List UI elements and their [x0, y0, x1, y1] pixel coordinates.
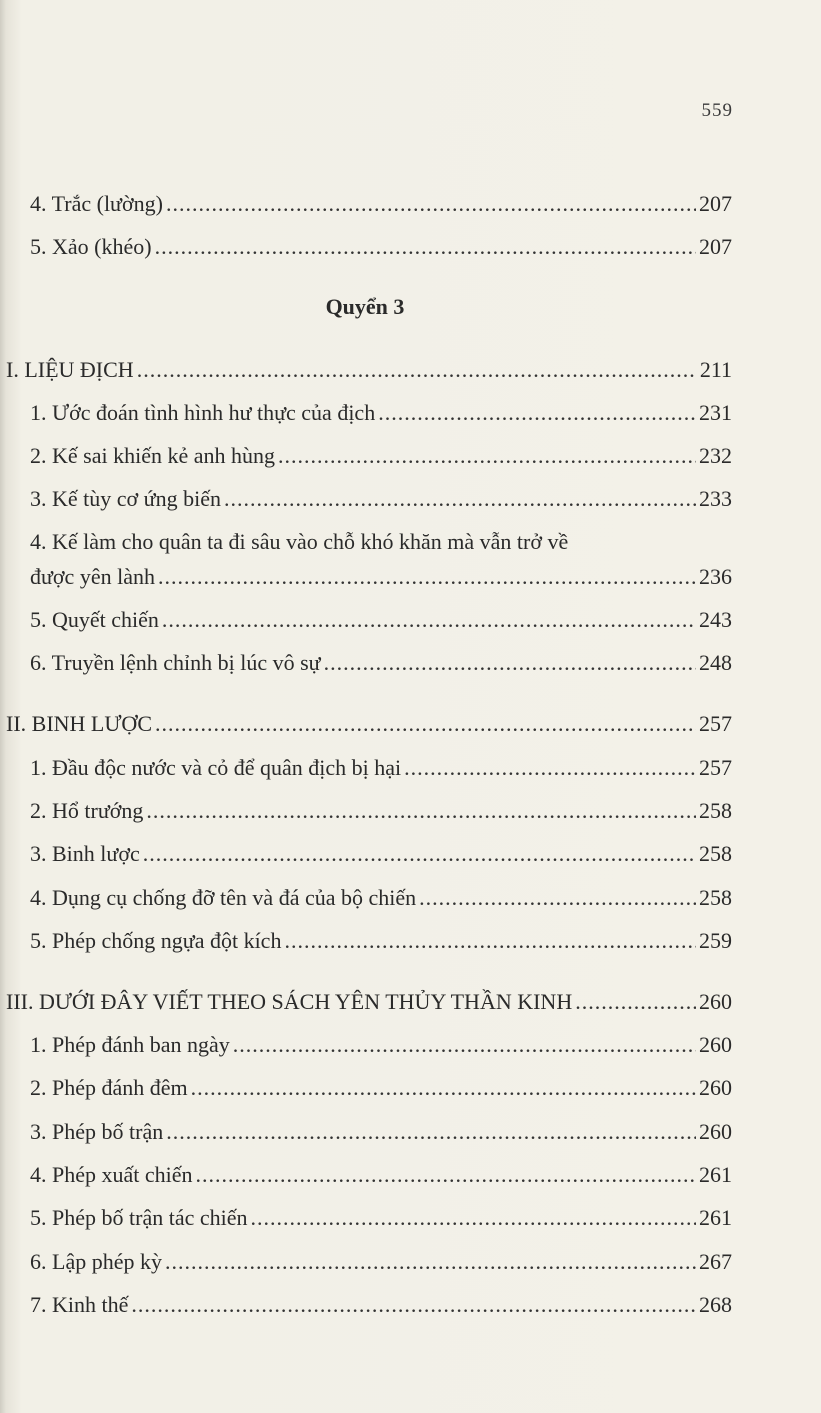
toc-entry-label: 4. Dụng cụ chống đỡ tên và đá của bộ chiến — [30, 885, 417, 910]
toc-entry-label: 3. Kế tùy cơ ứng biến — [30, 486, 221, 511]
leader-dots — [158, 563, 696, 591]
toc-entry — [0, 1074, 732, 1102]
toc-entry-label: 5. Phép chống ngựa đột kích — [30, 928, 282, 953]
toc-entry — [0, 797, 732, 825]
toc-entry-label: 7. Kinh thế — [30, 1292, 129, 1317]
toc-section — [0, 710, 732, 738]
toc-entry-label: 5. Phép bố trận tác chiến — [30, 1205, 248, 1230]
toc-entry — [0, 485, 732, 513]
toc-entry-label: 1. Phép đánh ban ngày — [30, 1032, 230, 1057]
toc-entry-label: 1. Ước đoán tình hình hư thực của địch — [30, 400, 376, 425]
book-heading: Quyển 3 — [325, 294, 405, 319]
toc-entry-page: 260 — [699, 1032, 732, 1057]
toc-entry-label: được yên lành — [30, 564, 155, 589]
leader-dots — [284, 927, 696, 955]
leader-dots — [224, 485, 696, 513]
leader-dots — [165, 1248, 696, 1276]
leader-dots — [278, 442, 696, 470]
toc-entry-page: 257 — [699, 755, 732, 780]
leader-dots — [251, 1204, 697, 1232]
toc-entry — [0, 606, 732, 634]
leader-dots — [162, 606, 696, 634]
toc-entry-page: 267 — [699, 1249, 732, 1274]
toc-entry-label: 2. Phép đánh đêm — [30, 1075, 188, 1100]
toc-entry — [0, 1031, 732, 1059]
toc-entry — [0, 840, 732, 868]
toc-entry-page: 260 — [699, 1075, 732, 1100]
toc-entry-page: 243 — [699, 607, 732, 632]
leader-dots — [233, 1031, 696, 1059]
toc-section-label: II. BINH LƯỢC — [6, 711, 152, 736]
toc-entry-label: 2. Hổ trướng — [30, 798, 144, 823]
leader-dots — [143, 840, 696, 868]
toc-entry-page: 268 — [699, 1292, 732, 1317]
toc-entry-page: 258 — [699, 841, 732, 866]
toc-entry-page: 207 — [699, 234, 732, 259]
toc-entry-page: 236 — [699, 564, 732, 589]
toc-entry-label: 6. Truyền lệnh chỉnh bị lúc vô sự — [30, 650, 321, 675]
page-number: 559 — [701, 100, 733, 121]
leader-dots — [166, 1118, 696, 1146]
leader-dots — [155, 233, 696, 261]
toc-entry-label: 2. Kế sai khiến kẻ anh hùng — [30, 443, 275, 468]
toc-entry — [0, 442, 732, 470]
toc-entry — [0, 927, 732, 955]
leader-dots — [404, 754, 696, 782]
toc-entry-label: 1. Đầu độc nước và cỏ để quân địch bị hại — [30, 755, 402, 780]
toc-entry — [0, 1204, 732, 1232]
toc-entry-label: 3. Phép bố trận — [30, 1119, 164, 1144]
toc-entry-label: 4. Phép xuất chiến — [30, 1162, 193, 1187]
toc-section-label: I. LIỆU ĐỊCH — [6, 357, 134, 382]
toc-entry — [0, 399, 732, 427]
toc-entry — [0, 1161, 732, 1189]
leader-dots — [419, 884, 696, 912]
toc-entry-page: 231 — [699, 400, 732, 425]
toc-entry — [0, 754, 732, 782]
leader-dots — [191, 1074, 696, 1102]
toc-entry-page: 232 — [699, 443, 732, 468]
toc-entry-page: 259 — [699, 928, 732, 953]
toc-entry — [0, 233, 732, 261]
toc-entry-page: 261 — [699, 1162, 732, 1187]
toc-entry — [0, 1291, 732, 1319]
toc-entry-page: 257 — [699, 711, 732, 736]
leader-dots — [196, 1161, 696, 1189]
toc-entry — [0, 884, 732, 912]
toc-entry-label-line1: 4. Kế làm cho quân ta đi sâu vào chỗ khó khăn mà vẫn trở về — [30, 529, 569, 554]
toc-entry-page: 248 — [699, 650, 732, 675]
toc-entry-page: 207 — [699, 191, 732, 216]
toc-entry-page: 258 — [699, 798, 732, 823]
toc-entry-page: 233 — [699, 486, 732, 511]
toc-entry-page: 260 — [699, 989, 732, 1014]
leader-dots — [378, 399, 696, 427]
leader-dots — [575, 988, 696, 1016]
toc-section — [0, 356, 732, 384]
leader-dots — [155, 710, 696, 738]
toc-entry-page: 211 — [699, 357, 732, 382]
toc-entry — [0, 190, 732, 218]
leader-dots — [166, 190, 696, 218]
toc-entry — [0, 649, 732, 677]
leader-dots — [137, 356, 697, 384]
toc-section — [0, 988, 732, 1016]
toc-entry-label: 5. Quyết chiến — [30, 607, 159, 632]
leader-dots — [131, 1291, 696, 1319]
toc-entry-page: 260 — [699, 1119, 732, 1144]
toc-entry-label: 6. Lập phép kỳ — [30, 1249, 162, 1274]
toc-entry-label: 4. Trắc (lường) — [30, 191, 163, 216]
leader-dots — [146, 797, 696, 825]
toc-entry-page: 261 — [699, 1205, 732, 1230]
toc-entry-label: 5. Xảo (khéo) — [30, 234, 152, 259]
leader-dots — [324, 649, 696, 677]
toc-entry — [0, 563, 732, 591]
toc-entry-label: 3. Binh lược — [30, 841, 140, 866]
toc-entry — [0, 1248, 732, 1276]
toc-entry-page: 258 — [699, 885, 732, 910]
toc-entry — [0, 1118, 732, 1146]
toc-section-label: III. DƯỚI ĐÂY VIẾT THEO SÁCH YÊN THỦY THẦN KINH — [6, 989, 573, 1014]
